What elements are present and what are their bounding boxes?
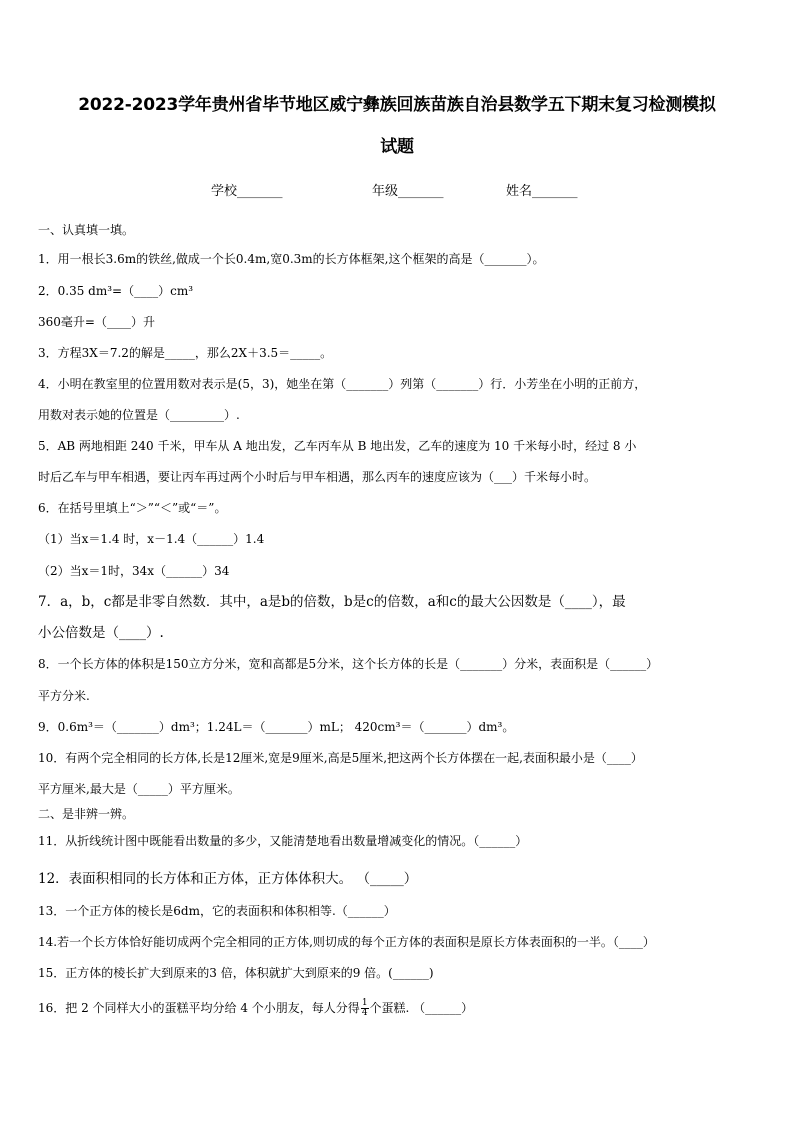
question-10-line2: 平方厘米,最大是（_____）平方厘米。: [38, 782, 240, 796]
question-11: 11．从折线统计图中既能看出数量的多少，又能清楚地看出数量增减变化的情况。（______）: [38, 834, 528, 848]
question-5-line2: 时后乙车与甲车相遇，要让丙车再过两个小时后与甲车相遇，那么丙车的速度应该为（___）千米每小时。: [38, 470, 597, 484]
section-2-heading: 二、是非辨一辨。: [38, 807, 135, 821]
question-3: 3．方程3X＝7.2的解是_____，那么2X＋3.5＝_____。: [38, 346, 333, 360]
section-1-heading: 一、认真填一填。: [38, 223, 135, 237]
question-4-line2: 用数对表示她的位置是（_________）.: [38, 408, 240, 422]
question-6-part1: （1）当x＝1.4 时，x－1.4（______）1.4: [38, 532, 265, 546]
name-field: 姓名_______: [506, 184, 578, 199]
question-15: 15．正方体的棱长扩大到原来的3 倍，体积就扩大到原来的9 倍。(______): [38, 966, 434, 980]
question-8-line2: 平方分米.: [38, 689, 90, 703]
question-9: 9．0.6m³＝（_______）dm³；1.24L＝（_______）mL； 420cm³＝（_______）dm³。: [38, 720, 515, 734]
question-16-text: 16．把 2 个同样大小的蛋糕平均分给 4 个小朋友，每人分得: [38, 1001, 360, 1015]
question-4-line1: 4．小明在教室里的位置用数对表示是(5，3)，她坐在第（_______）列第（_______）行．小芳坐在小明的正前方，: [38, 377, 647, 391]
question-2b: 360毫升=（____）升: [38, 315, 155, 329]
question-5-line1: 5．AB 两地相距 240 千米，甲车从 A 地出发，乙车丙车从 B 地出发，乙车的速度为 10 千米每小时，经过 8 小: [38, 439, 637, 453]
question-14: 14.若一个长方体恰好能切成两个完全相同的正方体,则切成的每个正方体的表面积是原长方体表面积的一半。（____）: [38, 935, 655, 949]
question-7-line2: 小公倍数是（____）.: [38, 625, 164, 641]
fraction-one-quarter: [361, 999, 369, 1018]
exam-title-line2: 试题: [380, 137, 414, 157]
fraction-numerator: 1: [361, 998, 368, 1008]
question-6: 6．在括号里填上“＞”“＜”或“＝”。: [38, 501, 227, 515]
school-field: 学校_______: [211, 184, 283, 199]
fraction-denominator: 4: [361, 1008, 368, 1018]
question-12: 12．表面积相同的长方体和正方体，正方体体积大。 （_____）: [38, 871, 418, 887]
exam-title-line1: 2022-2023学年贵州省毕节地区威宁彝族回族苗族自治县数学五下期末复习检测模拟: [78, 95, 716, 115]
question-8-line1: 8．一个长方体的体积是150立方分米，宽和高都是5分米，这个长方体的长是（_______）分米，表面积是（______）: [38, 657, 659, 671]
question-16: [38, 999, 473, 1018]
question-16-answer: 个蛋糕. （______）: [369, 1001, 474, 1015]
question-2a: 2．0.35 dm³=（____）cm³: [38, 284, 194, 298]
grade-field: 年级_______: [372, 184, 444, 199]
question-7-line1: 7．a，b，c都是非零自然数．其中，a是b的倍数，b是c的倍数，a和c的最大公因数是（____），最: [38, 594, 626, 610]
question-10-line1: 10．有两个完全相同的长方体,长是12厘米,宽是9厘米,高是5厘米,把这两个长方体摆在一起,表面积最小是（____）: [38, 751, 643, 765]
question-1: 1．用一根长3.6m的铁丝,做成一个长0.4m,宽0.3m的长方体框架,这个框架的高是（_______）。: [38, 252, 545, 266]
question-13: 13．一个正方体的棱长是6dm，它的表面积和体积相等.（______）: [38, 904, 396, 918]
question-6-part2: （2）当x＝1时，34x（______）34: [38, 564, 230, 578]
